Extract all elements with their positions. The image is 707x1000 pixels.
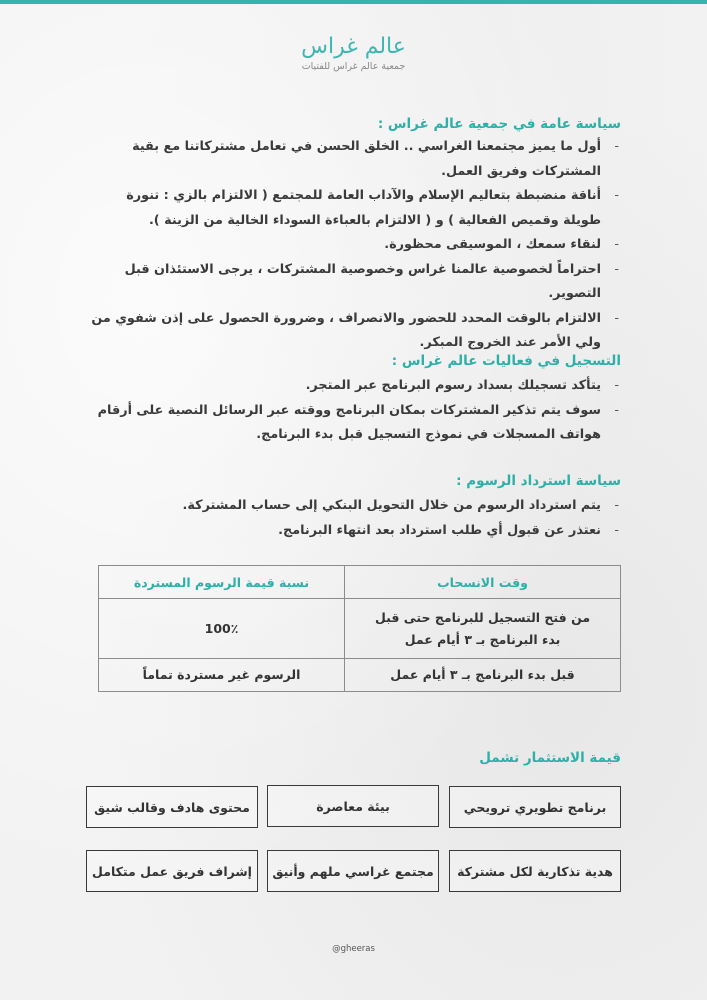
logo-name: عالم غراس xyxy=(301,34,406,59)
table-row xyxy=(99,659,621,692)
table-cell: الرسوم غير مستردة تماماً xyxy=(99,659,345,692)
general-policy-title: سياسة عامة في جمعية عالم غراس : xyxy=(377,116,621,132)
table-header-row xyxy=(99,566,621,599)
table-cell: من فتح التسجيل للبرنامج حتى قبل بدء البرنامج بـ ٣ أيام عمل xyxy=(345,599,621,659)
list-item: - أول ما يميز مجتمعنا الغراسي .. الخلق الحسن في تعامل مشتركاتنا مع بقية المشتركات وفريق العمل. xyxy=(86,135,621,184)
list-item: - احتراماً لخصوصية عالمنا غراس وخصوصية المشتركات ، يرجى الاستئذان قبل التصوير. xyxy=(86,258,621,307)
table-row xyxy=(99,599,621,659)
top-accent-line xyxy=(0,0,707,4)
general-policy-list xyxy=(86,135,621,356)
value-box: بيئة معاصرة xyxy=(267,785,439,827)
table-cell: قبل بدء البرنامج بـ ٣ أيام عمل xyxy=(345,659,621,692)
list-item: - الالتزام بالوقت المحدد للحضور والانصراف ، وضرورة الحصول على إذن شفوي من ولي الأمر عند الخروج المبكر. xyxy=(86,307,621,356)
value-box: مجتمع غراسي ملهم وأنيق xyxy=(267,850,439,892)
logo xyxy=(0,34,707,72)
table-header-refund-percentage: نسبة قيمة الرسوم المستردة xyxy=(99,566,345,599)
list-item: - نعتذر عن قبول أي طلب استرداد بعد انتهاء البرنامج. xyxy=(86,519,621,544)
list-item: - لنقاء سمعك ، الموسيقى محظورة. xyxy=(86,233,621,258)
value-box: محتوى هادف وقالب شيق xyxy=(86,786,258,828)
table-cell: 100٪ xyxy=(99,599,345,659)
list-item: - يتأكد تسجيلك بسداد رسوم البرنامج عبر المتجر. xyxy=(86,374,621,399)
table-header-withdrawal-time: وقت الانسحاب xyxy=(345,566,621,599)
refund-title: سياسة استرداد الرسوم : xyxy=(456,473,621,489)
refund-table xyxy=(98,565,621,692)
refund-list xyxy=(86,494,621,543)
registration-title: التسجيل في فعاليات عالم غراس : xyxy=(391,353,621,369)
value-box: برنامج تطويري ترويحي xyxy=(449,786,621,828)
registration-list xyxy=(86,374,621,448)
value-box: إشراف فريق عمل متكامل xyxy=(86,850,258,892)
value-box: هدية تذكارية لكل مشتركة xyxy=(449,850,621,892)
list-item: - يتم استرداد الرسوم من خلال التحويل البنكي إلى حساب المشتركة. xyxy=(86,494,621,519)
list-item: - سوف يتم تذكير المشتركات بمكان البرنامج ووقته عبر الرسائل النصية على أرقام هواتف المسجلات في نموذج التسجيل قبل بدء البرنامج. xyxy=(86,399,621,448)
list-item: - أناقة منضبطة بتعاليم الإسلام والآداب العامة للمجتمع ( الالتزام بالزي : تنورة طويلة وقميص الفعالية ) و ( الالتزام بالعباءة السوداء الخالية من الزينة ). xyxy=(86,184,621,233)
investment-title: قيمة الاستثمار تشمل xyxy=(479,750,621,766)
social-handle: @gheeras xyxy=(332,944,375,954)
logo-subtitle: جمعية عالم غراس للفتيات xyxy=(301,61,406,72)
